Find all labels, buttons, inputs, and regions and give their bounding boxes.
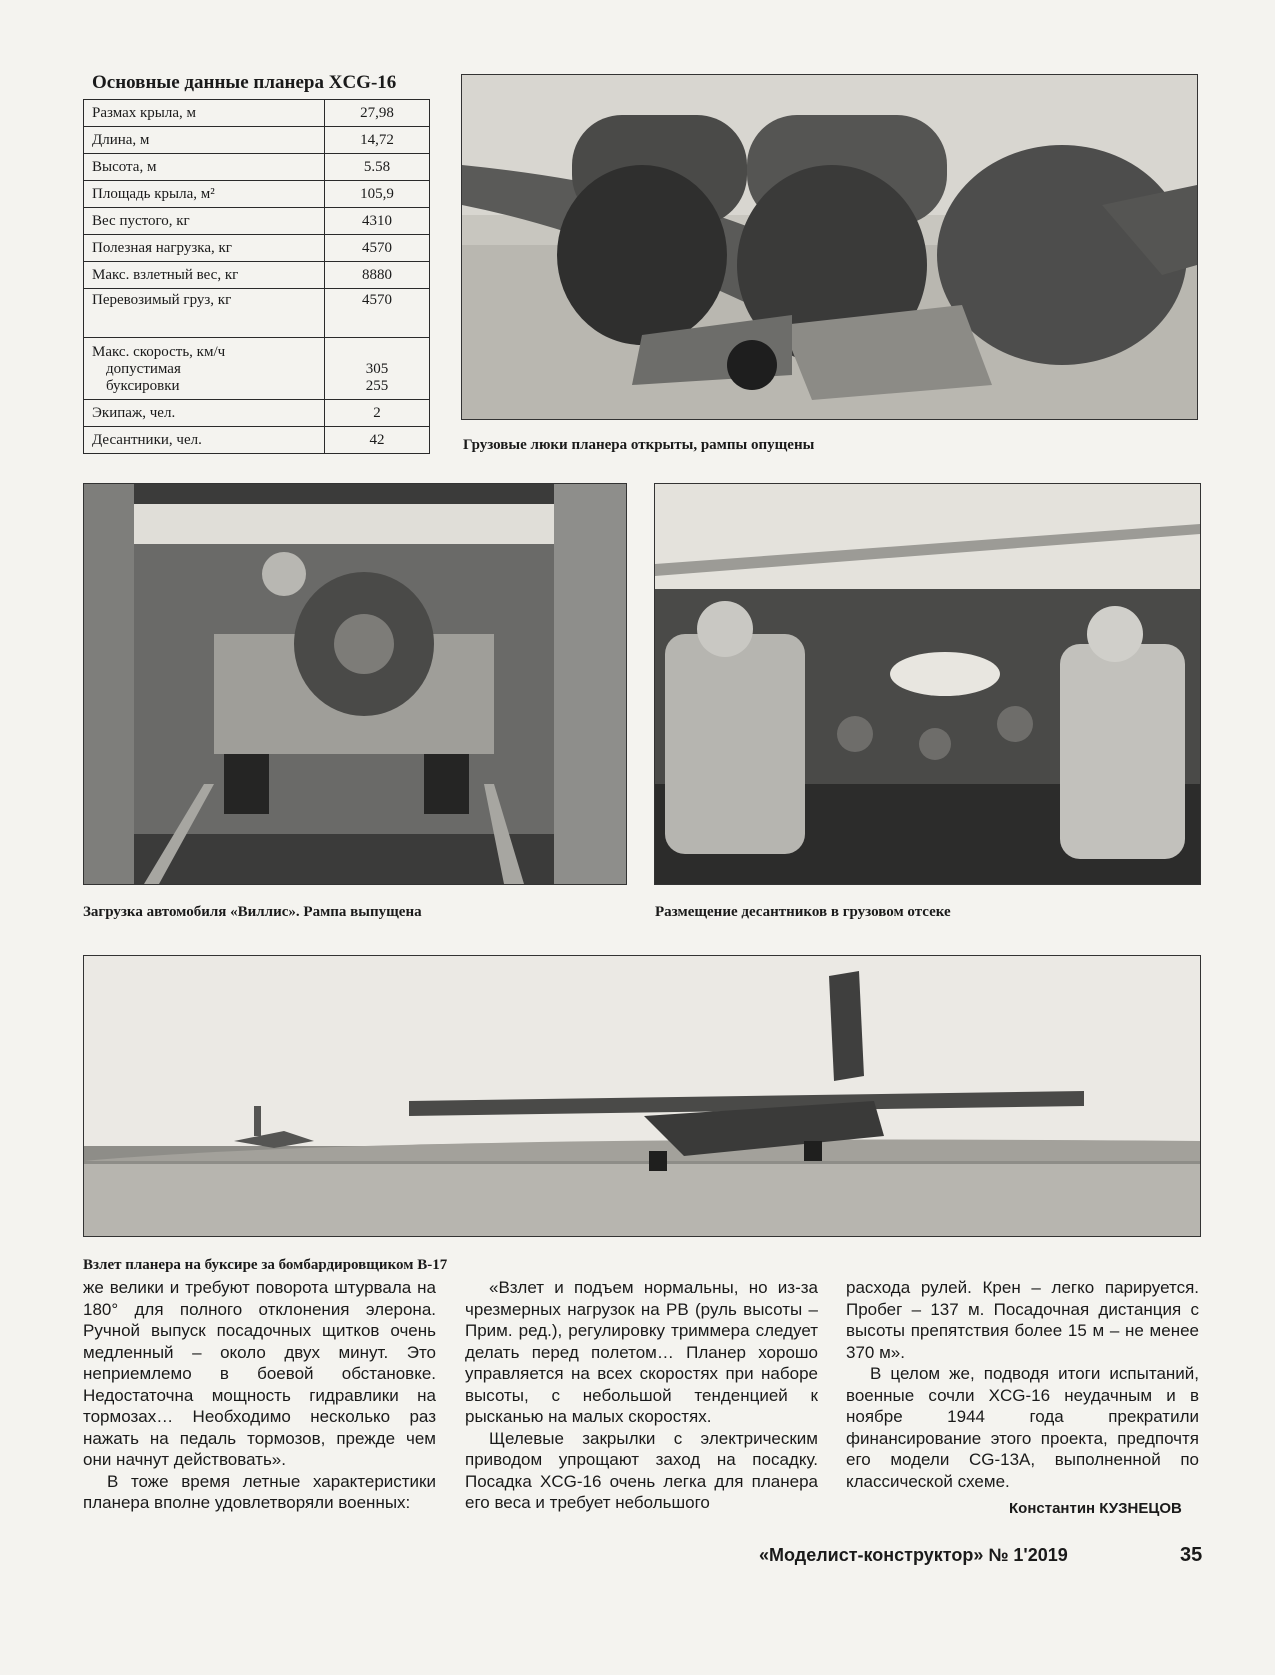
spec-value: 2 — [325, 400, 430, 427]
photo-troops-cargo-bay — [654, 483, 1201, 885]
spec-value: 27,98 — [325, 100, 430, 127]
spec-value: 305 — [365, 361, 389, 377]
spec-value: 4570 — [325, 235, 430, 262]
spec-label: Макс. скорость, км/ч — [92, 344, 226, 360]
spec-label: Экипаж, чел. — [84, 400, 325, 427]
specs-title: Основные данные планера XCG-16 — [92, 72, 397, 93]
photo-glider-cargo-doors — [461, 74, 1198, 420]
spec-value: 8880 — [325, 262, 430, 289]
specs-row — [84, 235, 430, 262]
spec-label: Вес пустого, кг — [84, 208, 325, 235]
spec-label: Десантники, чел. — [84, 427, 325, 454]
spec-value: 255 — [365, 378, 389, 394]
caption-troops: Размещение десантников в грузовом отсеке — [655, 904, 951, 920]
spec-label: Длина, м — [84, 127, 325, 154]
spec-label: Размах крыла, м — [84, 100, 325, 127]
specs-row — [84, 208, 430, 235]
specs-table — [83, 99, 430, 454]
photo-glider-takeoff — [83, 955, 1201, 1237]
article-paragraph: В тоже время летные характеристики планера вполне удовлетворяли военных: — [83, 1471, 436, 1512]
spec-sublabel: буксировки — [106, 378, 180, 394]
specs-row — [84, 100, 430, 127]
specs-row — [84, 262, 430, 289]
article-column-2 — [465, 1277, 818, 1514]
spec-label: Площадь крыла, м² — [84, 181, 325, 208]
specs-row — [84, 181, 430, 208]
specs-row — [84, 289, 430, 338]
spec-label: Макс. взлетный вес, кг — [84, 262, 325, 289]
caption-cargo-doors: Грузовые люки планера открыты, рампы опущены — [463, 437, 815, 453]
spec-value: 105,9 — [325, 181, 430, 208]
photo-jeep-loading — [83, 483, 627, 885]
article-paragraph: В целом же, подводя итоги испытаний, военные сочли XCG-16 неудачным и в ноябре 1944 года прекратили финансирование этого проекта, предпочтя его модели CG-13A, выполненной по классической схеме. — [846, 1364, 1199, 1491]
spec-sublabel: допустимая — [106, 361, 181, 377]
article-paragraph: «Взлет и подъем нормальны, но из-за чрезмерных нагрузок на РВ (руль высоты – Прим. ред.), регулировку триммера следует делать перед полетом… Планер хорошо управляется на всех скоростях при наборе высоты, с небольшой тенденцией к рысканью на малых скоростях. — [465, 1278, 818, 1426]
specs-row — [84, 400, 430, 427]
footer-magazine-title: «Моделист-конструктор» № 1'2019 — [759, 1545, 1068, 1565]
specs-row — [84, 427, 430, 454]
article-paragraph: расхода рулей. Крен – легко парируется. Пробег – 137 м. Посадочная дистанция с высоты препятствия более 15 м – не менее 370 м». — [846, 1278, 1199, 1362]
caption-jeep: Загрузка автомобиля «Виллис». Рампа выпущена — [83, 904, 422, 920]
caption-takeoff: Взлет планера на буксире за бомбардировщиком B-17 — [83, 1257, 448, 1273]
spec-value: 14,72 — [325, 127, 430, 154]
specs-row — [84, 127, 430, 154]
article-paragraph: же велики и требуют поворота штурвала на 180° для полного отклонения элерона. Ручной выпуск посадочных щитков очень медленный – около двух минут. Это неприемлемо в боевой обстановке. Недостаточна мощность гидравлики на тормозах… Необходимо несколько раз нажать на педаль тормозов, прежде чем они начнут действовать». — [83, 1278, 436, 1469]
spec-value: 4570 — [325, 289, 430, 338]
article-author: Константин КУЗНЕЦОВ — [1009, 1500, 1182, 1517]
spec-value: 42 — [325, 427, 430, 454]
page-number: 35 — [1180, 1544, 1203, 1566]
article-column-1 — [83, 1277, 436, 1514]
article-paragraph: Щелевые закрылки с электрическим приводом упрощают заход на посадку. Посадка XCG-16 очень легка для планера его веса и требует небольшого — [465, 1428, 818, 1512]
article-column-3 — [846, 1277, 1199, 1492]
specs-row — [84, 154, 430, 181]
spec-label: Высота, м — [84, 154, 325, 181]
specs-row-speed — [84, 338, 430, 400]
spec-value: 5.58 — [325, 154, 430, 181]
spec-label: Перевозимый груз, кг — [84, 289, 325, 338]
spec-label: Полезная нагрузка, кг — [84, 235, 325, 262]
spec-value: 4310 — [325, 208, 430, 235]
